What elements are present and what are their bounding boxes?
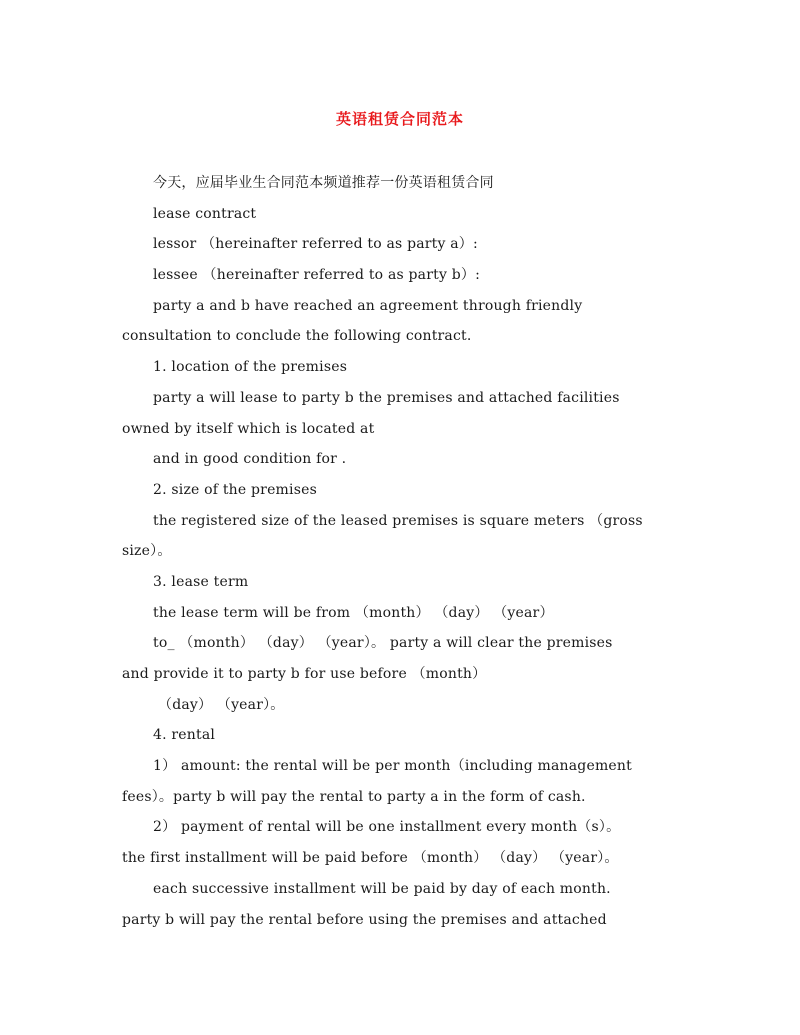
document-line: 今天，应届毕业生合同范本频道推荐一份英语租赁合同 [153, 175, 494, 191]
document-line: party a will lease to party b the premises and attached facilities [153, 389, 620, 406]
document-line: and provide it to party b for use before （month） [122, 666, 487, 682]
document-line: to_ （month） （day） （year）。 party a will clear the premises [153, 635, 613, 652]
document-line: the registered size of the leased premises is square meters （gross [153, 512, 643, 529]
document-line: 2） payment of rental will be one installment every month（s）。 [153, 819, 621, 836]
document-line: lessee （hereinafter referred to as party b）: [153, 267, 480, 284]
document-line: each successive installment will be paid by day of each month. [153, 880, 611, 897]
document-line: the first installment will be paid before （month） （day） （year）。 [122, 850, 619, 867]
document-line: consultation to conclude the following contract. [122, 328, 472, 345]
document-line: 2. size of the premises [153, 481, 317, 498]
document-line: the lease term will be from （month） （day） （year） [153, 604, 554, 621]
document-title: 英语租赁合同范本 [335, 110, 464, 128]
document-line: 3. lease term [153, 573, 249, 590]
document-line: 4. rental [153, 727, 216, 744]
document-line: （day） （year）。 [158, 696, 285, 713]
document-line: owned by itself which is located at [122, 420, 375, 437]
document-line: fees）。party b will pay the rental to party a in the form of cash. [122, 788, 586, 805]
document-line: party b will pay the rental before using the premises and attached [122, 911, 607, 928]
document-line: and in good condition for . [153, 451, 347, 468]
document-line: lessor （hereinafter referred to as party a）: [153, 236, 478, 253]
document-body [122, 168, 682, 935]
document-line: lease contract [153, 205, 257, 222]
document-line: 1） amount: the rental will be per month（including management [153, 758, 632, 775]
document-line: size）。 [122, 543, 172, 560]
document-line: party a and b have reached an agreement through friendly [153, 297, 583, 314]
document-line: 1. location of the premises [153, 359, 348, 376]
